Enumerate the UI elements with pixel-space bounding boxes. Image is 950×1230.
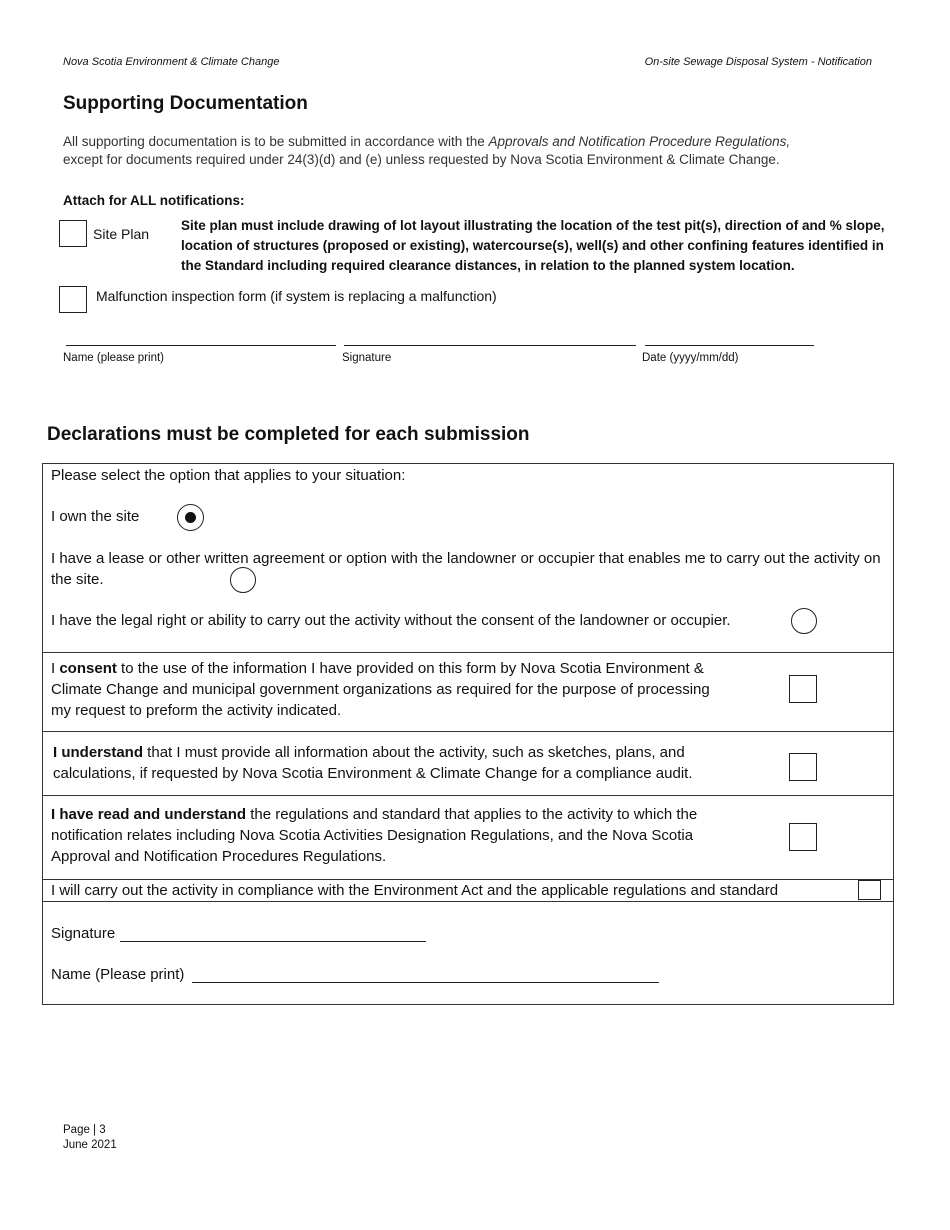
malfunction-checkbox[interactable] (59, 286, 87, 313)
signature-line[interactable] (344, 345, 636, 346)
declarations-title: Declarations must be completed for each submission (47, 424, 530, 445)
date-line[interactable] (645, 345, 814, 346)
read-rest: the regulations and standard that applies to the activity to which the notification relates including Nova Scotia Activities Designation Regulations, and the Nova Scotia Approval and Notification Procedures Regulations. (51, 806, 698, 865)
option-own-label: I own the site (51, 508, 140, 525)
option-legal-right-label: I have the legal right or ability to carry out the activity without the consent of the landowner or occupier. (51, 612, 731, 629)
consent-bold: consent (59, 660, 117, 677)
read-bold: I have read and understand (51, 806, 247, 823)
option-lease-label: I have a lease or other written agreement or option with the landowner or occupier that enables me to carry out the activity on the site. (51, 550, 881, 588)
consent-checkbox[interactable] (789, 675, 817, 703)
attach-label: Attach for ALL notifications: (63, 193, 245, 208)
radio-selected-dot (185, 512, 196, 523)
declaration-signature-line[interactable] (120, 941, 426, 942)
page-number: Page | 3 (63, 1124, 106, 1136)
understand-checkbox[interactable] (789, 753, 817, 781)
consent-rest: to the use of the information I have provided on this form by Nova Scotia Environment & Climate Change and municipal government organizations as required for the purpose of processing my request to preform the activity indicated. (51, 660, 710, 719)
site-plan-description: Site plan must include drawing of lot layout illustrating the location of the test pit(s), direction of and % slope, location of structures (proposed or existing), watercourse(s), well(s) and other confining features identified in the Standard including required clearance distances, in relation to the planned system location. (181, 218, 885, 273)
understand-text (53, 742, 743, 784)
intro-prefix: All supporting documentation is to be submitted in accordance with the (63, 134, 489, 149)
read-understand-checkbox[interactable] (789, 823, 817, 851)
consent-pre: I (51, 660, 60, 677)
header-form-title: On-site Sewage Disposal System - Notification (644, 56, 872, 68)
read-understand-text (51, 804, 721, 867)
declaration-name-line[interactable] (192, 982, 659, 983)
supporting-intro (63, 133, 863, 169)
header-agency: Nova Scotia Environment & Climate Change (63, 56, 280, 68)
understand-bold: I understand (53, 744, 144, 761)
date-field-label: Date (yyyy/mm/dd) (642, 352, 739, 364)
site-plan-checkbox[interactable] (59, 220, 87, 247)
name-field-label: Name (please print) (63, 352, 164, 364)
supporting-title: Supporting Documentation (63, 93, 308, 114)
option-own-radio[interactable] (177, 504, 204, 531)
comply-text: I will carry out the activity in compliance with the Environment Act and the applicable regulations and standard (51, 882, 779, 899)
option-lease-radio[interactable] (230, 567, 256, 593)
option-legal-right-radio[interactable] (791, 608, 817, 634)
declarations-prompt: Please select the option that applies to your situation: (51, 467, 406, 484)
intro-suffix: except for documents required under 24(3)(d) and (e) unless requested by Nova Scotia Environment & Climate Change. (63, 152, 780, 167)
understand-rest: that I must provide all information about the activity, such as sketches, plans, and calculations, if requested by Nova Scotia Environment & Climate Change for a compliance audit. (53, 744, 693, 782)
intro-regulation: Approvals and Notification Procedure Regulations, (488, 134, 791, 149)
revision-date: June 2021 (63, 1139, 117, 1151)
signature-label: Signature (51, 925, 116, 942)
declarations-box (42, 463, 894, 1005)
signature-field-label: Signature (342, 352, 392, 364)
site-plan-label: Site Plan (93, 226, 150, 242)
malfunction-label: Malfunction inspection form (if system is replacing a malfunction) (96, 288, 497, 304)
comply-checkbox[interactable] (858, 880, 881, 900)
consent-text (51, 658, 731, 721)
name-line[interactable] (66, 345, 336, 346)
print-name-label: Name (Please print) (51, 966, 185, 983)
